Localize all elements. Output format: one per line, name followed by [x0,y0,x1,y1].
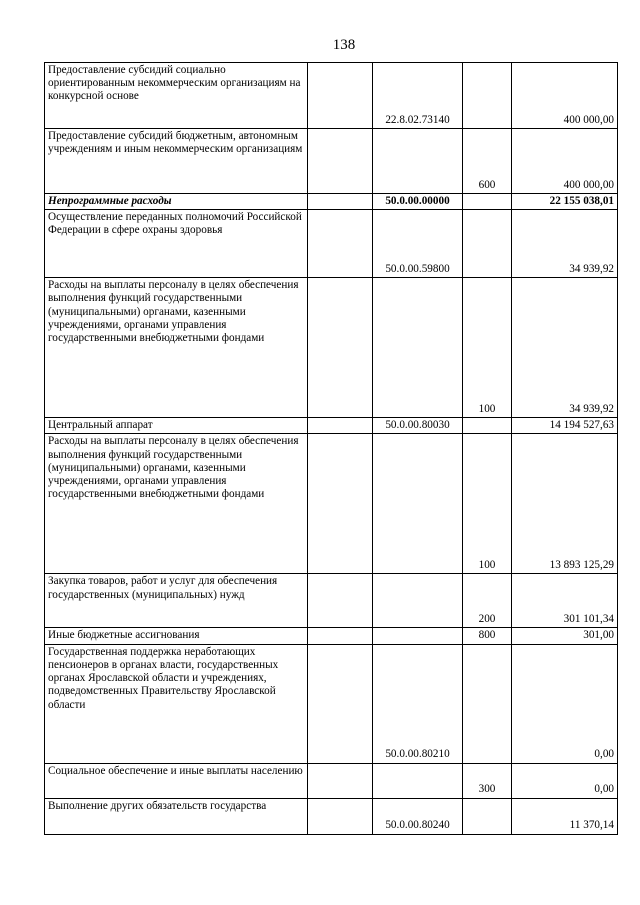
row-expense-type: 100 [463,278,512,418]
row-amount: 11 370,14 [512,798,618,834]
row-description: Закупка товаров, работ и услуг для обеспечения государственных (муниципальных) нужд [45,574,308,628]
row-target-code: 50.0.00.80240 [373,798,463,834]
row-empty-cell [308,628,373,644]
row-target-code: 22.8.02.73140 [373,63,463,129]
row-expense-type [463,418,512,434]
table-row [45,434,618,574]
row-target-code [373,574,463,628]
table-row [45,418,618,434]
row-empty-cell [308,418,373,434]
row-amount: 34 939,92 [512,278,618,418]
row-description: Предоставление субсидий бюджетным, автономным учреждениям и иным некоммерческим организациям [45,129,308,194]
table-row [45,628,618,644]
row-description: Центральный аппарат [45,418,308,434]
row-amount: 301,00 [512,628,618,644]
row-empty-cell [308,798,373,834]
row-empty-cell [308,278,373,418]
table-row [45,763,618,798]
row-target-code [373,628,463,644]
row-description: Расходы на выплаты персоналу в целях обеспечения выполнения функций государственными (муниципальными) органами, казенными учреждениями, органами управления государственными внебюджетными фондами [45,278,308,418]
row-expense-type: 200 [463,574,512,628]
row-expense-type: 100 [463,434,512,574]
row-empty-cell [308,194,373,210]
table-row [45,798,618,834]
row-description: Расходы на выплаты персоналу в целях обеспечения выполнения функций государственными (муниципальными) органами, казенными учреждениями, органами управления государственными внебюджетными фондами [45,434,308,574]
row-amount: 22 155 038,01 [512,194,618,210]
row-description: Выполнение других обязательств государства [45,798,308,834]
row-target-code [373,278,463,418]
row-target-code: 50.0.00.59800 [373,210,463,278]
table-row [45,644,618,763]
row-description: Иные бюджетные ассигнования [45,628,308,644]
row-expense-type: 300 [463,763,512,798]
row-expense-type [463,194,512,210]
row-target-code: 50.0.00.80030 [373,418,463,434]
row-amount: 34 939,92 [512,210,618,278]
row-amount: 400 000,00 [512,129,618,194]
row-amount: 13 893 125,29 [512,434,618,574]
row-description: Непрограммные расходы [45,194,308,210]
table-row [45,574,618,628]
row-empty-cell [308,63,373,129]
row-amount: 0,00 [512,644,618,763]
row-expense-type [463,644,512,763]
row-description: Государственная поддержка неработающих пенсионеров в органах власти, государственных органах Ярославской области и учреждениях, подведомственных Правительству Ярославской области [45,644,308,763]
budget-table [44,62,618,835]
row-target-code [373,129,463,194]
page-number: 138 [332,37,356,53]
row-empty-cell [308,129,373,194]
table-row [45,210,618,278]
row-amount: 301 101,34 [512,574,618,628]
row-expense-type: 600 [463,129,512,194]
row-description: Предоставление субсидий социально ориентированным некоммерческим организациям на конкурсной основе [45,63,308,129]
row-expense-type: 800 [463,628,512,644]
table-row [45,278,618,418]
row-empty-cell [308,644,373,763]
row-description: Социальное обеспечение и иные выплаты населению [45,763,308,798]
row-empty-cell [308,210,373,278]
row-amount: 14 194 527,63 [512,418,618,434]
row-target-code [373,434,463,574]
row-target-code: 50.0.00.00000 [373,194,463,210]
row-empty-cell [308,574,373,628]
table-row [45,129,618,194]
row-amount: 0,00 [512,763,618,798]
row-expense-type [463,210,512,278]
table-row [45,63,618,129]
row-description: Осуществление переданных полномочий Российской Федерации в сфере охраны здоровья [45,210,308,278]
row-empty-cell [308,763,373,798]
row-amount: 400 000,00 [512,63,618,129]
row-expense-type [463,63,512,129]
row-target-code: 50.0.00.80210 [373,644,463,763]
row-empty-cell [308,434,373,574]
table-row [45,194,618,210]
row-target-code [373,763,463,798]
row-expense-type [463,798,512,834]
